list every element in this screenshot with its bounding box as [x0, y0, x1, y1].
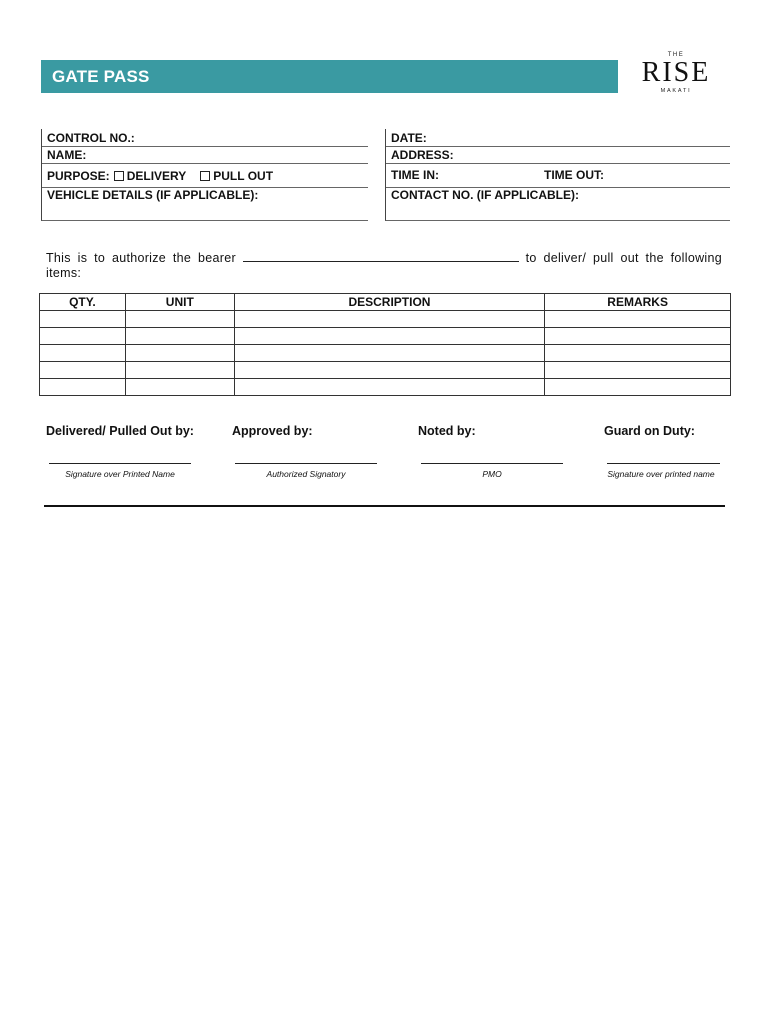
description-cell[interactable] [234, 345, 545, 362]
signature-label: Noted by: [418, 424, 476, 438]
qty-cell[interactable] [40, 362, 126, 379]
items-table [39, 293, 731, 396]
signature-caption: Signature over Printed Name [65, 469, 175, 479]
bottom-divider [44, 505, 725, 507]
signature-line[interactable] [421, 463, 563, 464]
purpose-row [42, 164, 368, 188]
date-label: DATE: [391, 131, 427, 145]
qty-header: QTY. [40, 294, 126, 311]
contact-label: CONTACT NO. (IF APPLICABLE): [391, 188, 579, 202]
description-cell[interactable] [234, 311, 545, 328]
remarks-header: REMARKS [545, 294, 731, 311]
remarks-cell[interactable] [545, 362, 731, 379]
logo-bottom-text: MAKATI [660, 88, 692, 94]
description-cell[interactable] [234, 379, 545, 396]
vehicle-label: VEHICLE DETAILS (IF APPLICABLE): [47, 188, 259, 202]
description-cell[interactable] [234, 362, 545, 379]
page-title: GATE PASS [52, 67, 150, 86]
remarks-cell[interactable] [545, 379, 731, 396]
signature-label: Delivered/ Pulled Out by: [46, 424, 194, 438]
signature-noted [418, 424, 502, 479]
remarks-cell[interactable] [545, 328, 731, 345]
authorization-text [46, 249, 722, 267]
authorization-after: to deliver/ pull out the following [525, 251, 722, 265]
time-out-label: TIME OUT: [544, 168, 604, 182]
delivery-label: DELIVERY [126, 169, 187, 183]
signature-guard [604, 424, 715, 479]
title-banner [41, 60, 618, 93]
qty-cell[interactable] [40, 345, 126, 362]
pull-out-checkbox[interactable] [200, 171, 210, 181]
signature-line[interactable] [607, 463, 720, 464]
description-header: DESCRIPTION [234, 294, 545, 311]
unit-cell[interactable] [125, 362, 234, 379]
table-row [40, 362, 731, 379]
address-row[interactable] [386, 147, 730, 164]
remarks-cell[interactable] [545, 345, 731, 362]
signature-line[interactable] [49, 463, 191, 464]
bearer-blank[interactable] [243, 250, 519, 262]
signature-label: Approved by: [232, 424, 313, 438]
qty-cell[interactable] [40, 328, 126, 345]
unit-cell[interactable] [125, 311, 234, 328]
control-no-row[interactable] [42, 129, 368, 147]
name-label: NAME: [47, 148, 87, 162]
authorization-before: This is to authorize the bearer [46, 251, 236, 265]
time-row[interactable] [386, 164, 730, 188]
remarks-cell[interactable] [545, 311, 731, 328]
signature-delivered [46, 424, 194, 479]
authorization-line2: items: [46, 266, 82, 280]
delivery-checkbox[interactable] [114, 171, 124, 181]
table-row [40, 328, 731, 345]
time-in-label: TIME IN: [391, 168, 439, 182]
control-no-label: CONTROL NO.: [47, 131, 135, 145]
date-row[interactable] [386, 129, 730, 147]
purpose-field [47, 169, 273, 183]
name-row[interactable] [42, 147, 368, 164]
unit-cell[interactable] [125, 328, 234, 345]
unit-header: UNIT [125, 294, 234, 311]
contact-row[interactable] [386, 188, 730, 221]
rise-makati-logo [632, 52, 720, 94]
unit-cell[interactable] [125, 379, 234, 396]
info-box-right [385, 129, 730, 221]
signature-caption: Authorized Signatory [266, 469, 346, 479]
signature-caption: Signature over printed name [607, 469, 715, 479]
address-label: ADDRESS: [391, 148, 454, 162]
qty-cell[interactable] [40, 311, 126, 328]
signature-label: Guard on Duty: [604, 424, 695, 438]
qty-cell[interactable] [40, 379, 126, 396]
table-row [40, 379, 731, 396]
unit-cell[interactable] [125, 345, 234, 362]
info-box-left [41, 129, 368, 221]
table-row [40, 345, 731, 362]
table-row [40, 311, 731, 328]
pull-out-label: PULL OUT [213, 169, 274, 183]
description-cell[interactable] [234, 328, 545, 345]
signature-line[interactable] [235, 463, 377, 464]
logo-main-text: RISE [641, 57, 711, 88]
purpose-label: PURPOSE: [47, 169, 110, 183]
signature-approved [232, 424, 346, 479]
logo-top-text: THE [667, 52, 685, 58]
table-header-row [40, 294, 731, 311]
vehicle-row[interactable] [42, 188, 368, 221]
signature-caption: PMO [482, 469, 502, 479]
